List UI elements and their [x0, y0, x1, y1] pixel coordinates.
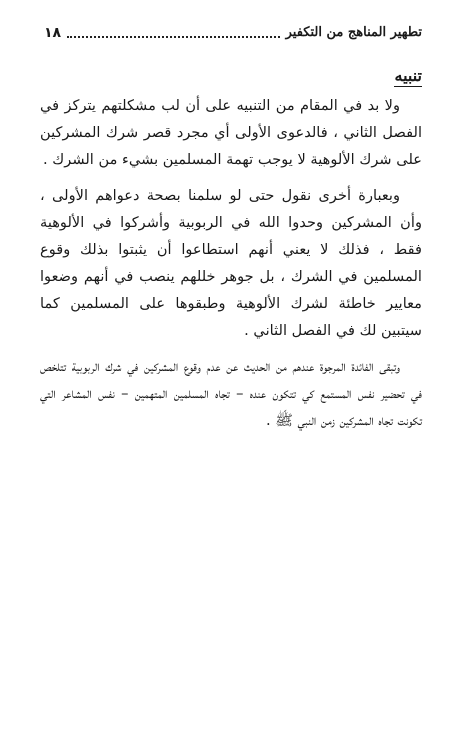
- section-heading-text: تنبيه: [394, 66, 422, 85]
- section-heading: [40, 62, 422, 90]
- page-body: [40, 62, 422, 443]
- page-number: ١٨: [44, 25, 62, 41]
- page-header: [44, 20, 422, 42]
- running-title: تطهير المناهج من التكفير: [285, 25, 422, 40]
- header-dotted-rule: [67, 36, 280, 38]
- paragraph: وبعبارة أخرى نقول حتى لو سلمنا بصحة دعواهم الأولى ، وأن المشركين وحدوا الله في الربوبية وأشركوا في الألوهية فقط ، فذلك لا يعني أنهم استطاعوا أن يثبتوا بذلك وقوع المسلمين في الشرك ، بل جوهر خللهم ينصب في أنهم وضعوا معايير خاطئة لشرك الألوهية وطبقوها على المسلمين كما سيتبين لك في الفصل الثاني .: [40, 187, 422, 339]
- paragraph: وتبقى الفائدة المرجوة عندهم من الحديث عن عدم وقوع المشركين في شرك الربوبية تتلخص في تحضير نفس المستمع كي تتكون عنده – تجاه المسلمين المتهمين – نفس المشاعر التي تكونت تجاه المشركين زمن النبي ﷺ .: [40, 358, 422, 429]
- paragraph: ولا بد في المقام من التنبيه على أن لب مشكلتهم يتركز في الفصل الثاني ، فالدعوى الأولى أي مجرد قصر شرك المشركين على شرك الألوهية لا يوجب تهمة المسلمين بشيء من الشرك .: [40, 97, 422, 168]
